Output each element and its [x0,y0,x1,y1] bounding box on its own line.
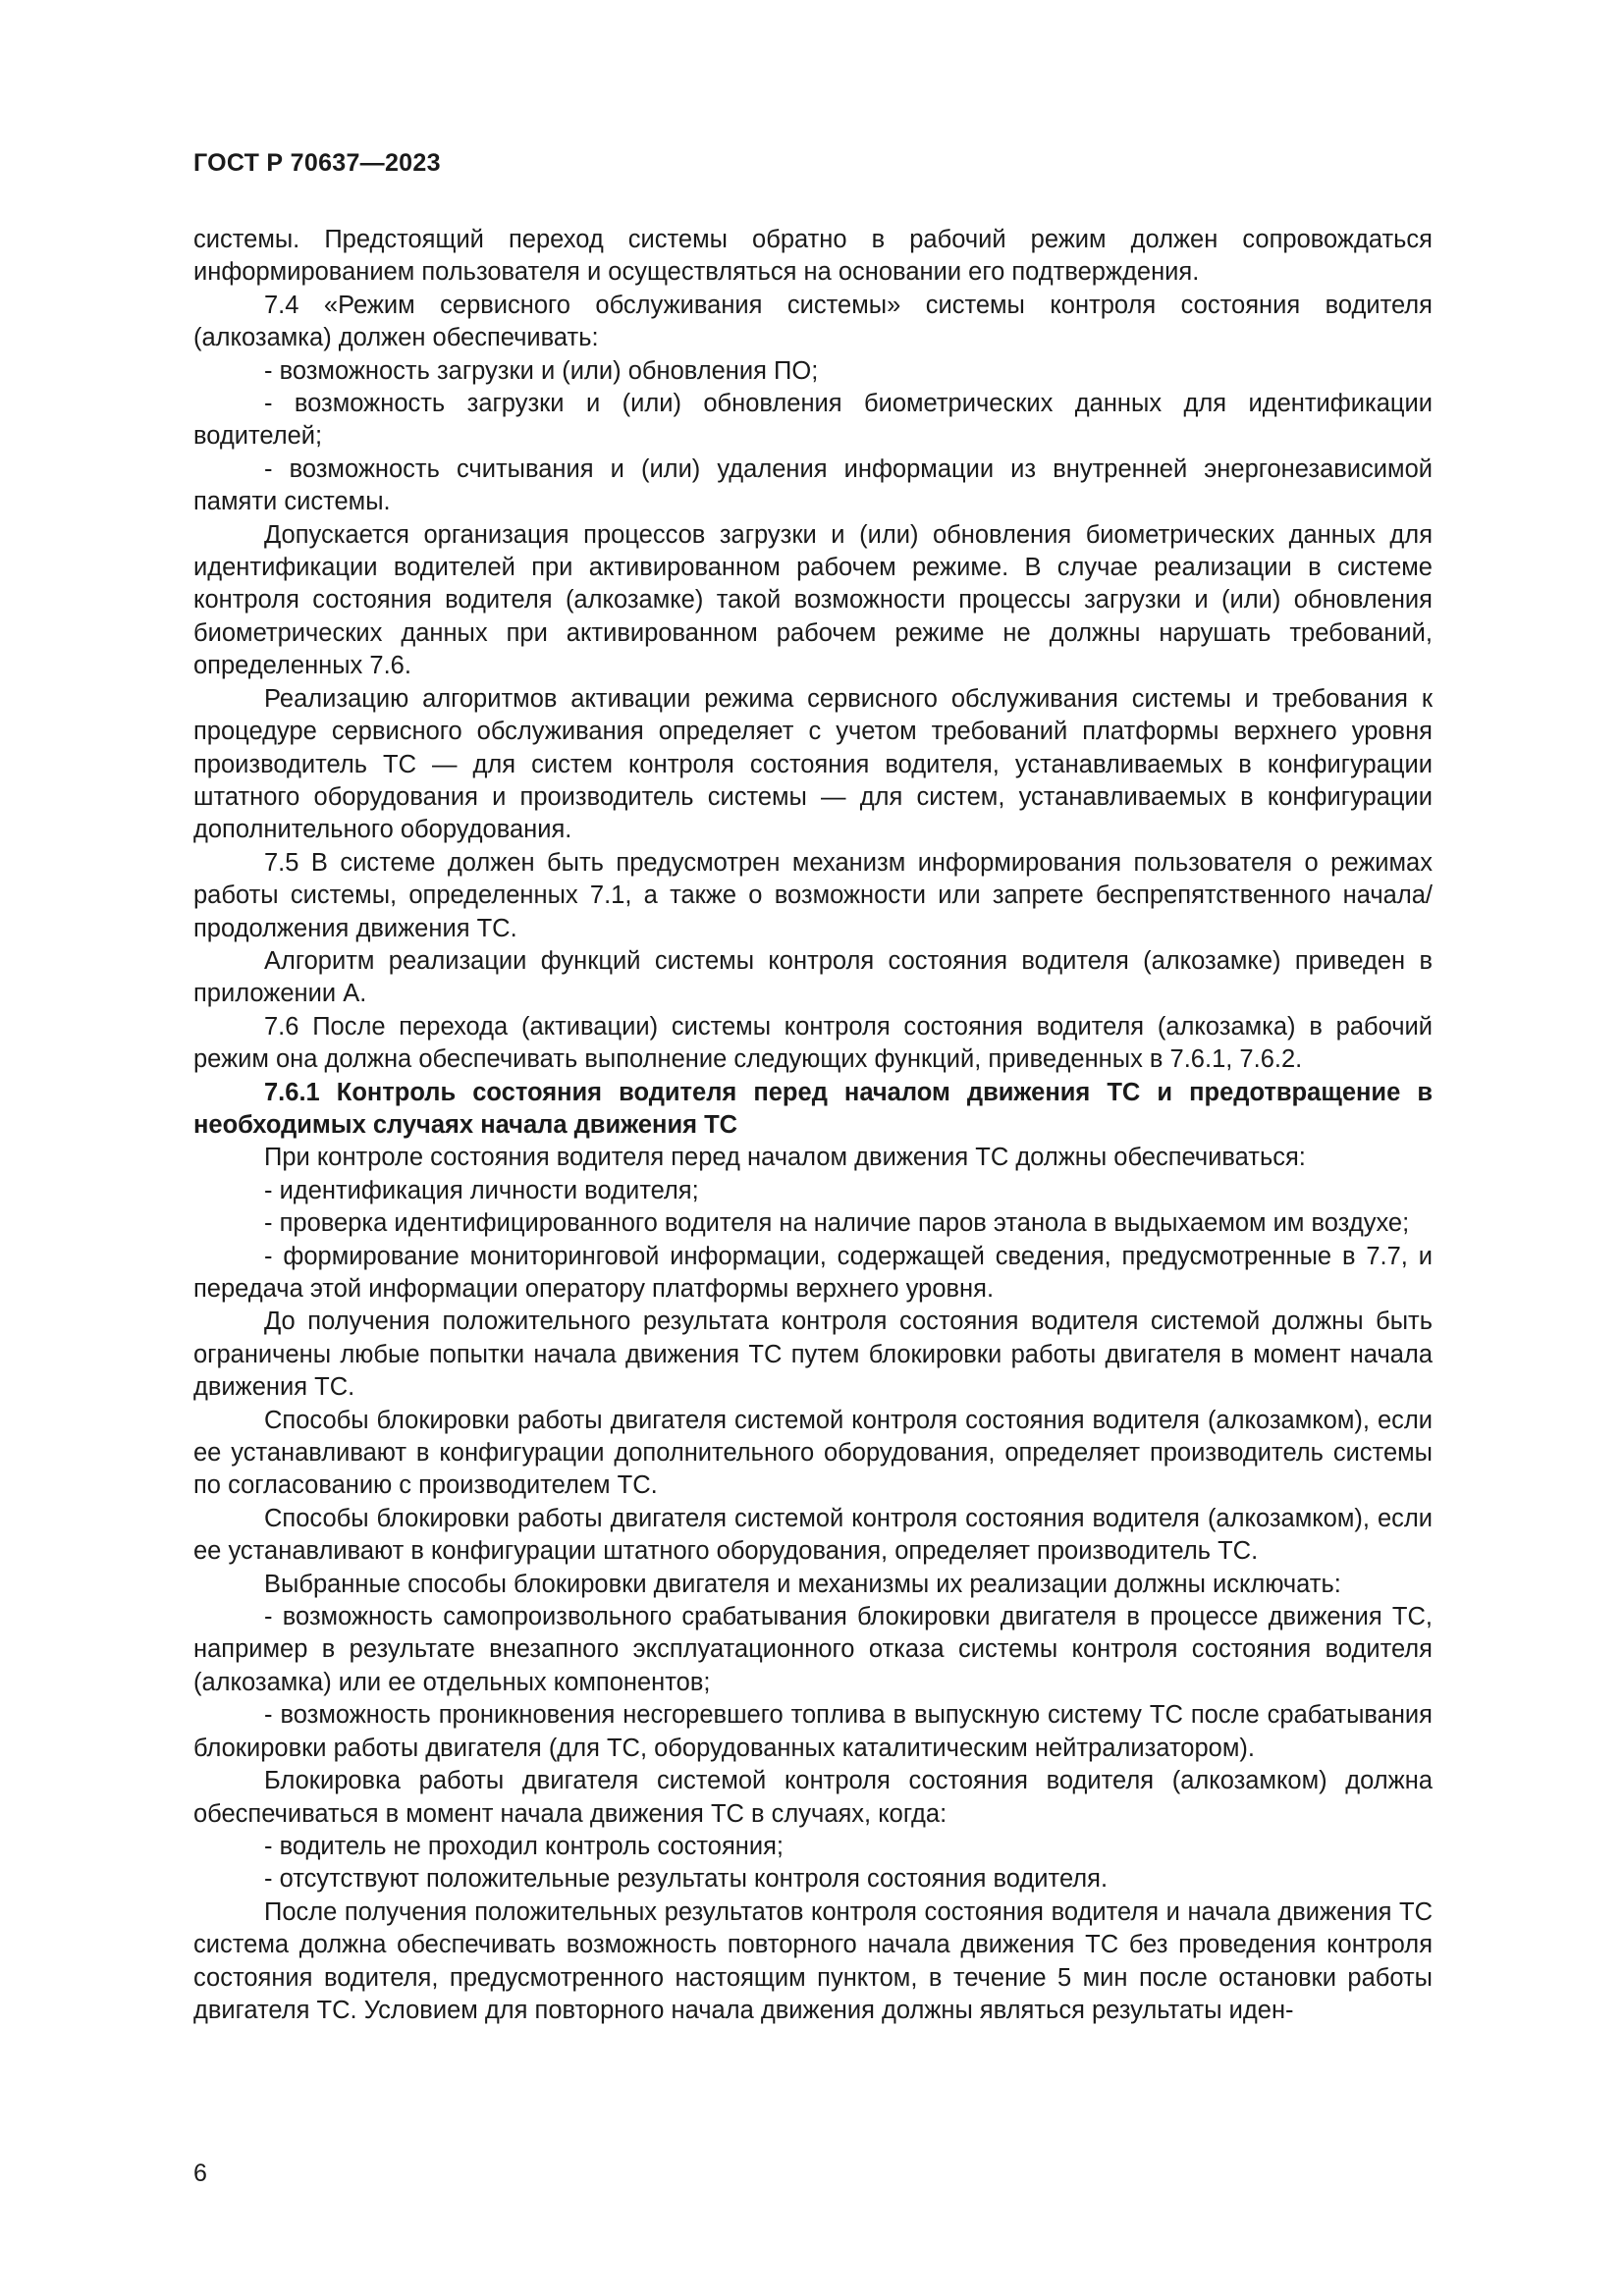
list-item: - возможность загрузки и (или) обновления биометрических данных для идентификации водителей; [193,390,1433,451]
paragraph: Допускается организация процессов загрузки и (или) обновления биометрических данных для идентификации водителей при активированном рабочем режиме. В случае реализации в системе контроля состояния водителя (алкозамке) такой возможности процессы загрузки и (или) обновления биометрических данных при активированном рабочем режиме не должны нарушать требований, определенных 7.6. [193,520,1433,680]
list-item: - формирование мониторинговой информации, содержащей сведения, предусмотренные в 7.7, и передача этой информации оператору платформы верхнего уровня. [193,1242,1433,1303]
paragraph: системы. Предстоящий переход системы обратно в рабочий режим должен сопровождаться информированием пользователя и осуществляться на основании его подтверждения. [193,226,1433,287]
paragraph: Блокировка работы двигателя системой контроля состояния водителя (алкозамком) должна обеспечиваться в момент начала движения ТС в случаях, когда: [193,1767,1433,1828]
paragraph: Выбранные способы блокировки двигателя и механизмы их реализации должны исключать: [264,1570,1341,1598]
list-item: - возможность считывания и (или) удаления информации из внутренней энергонезависимой памяти системы. [193,454,1433,516]
list-item: - отсутствуют положительные результаты контроля состояния водителя. [264,1865,1109,1894]
paragraph: Способы блокировки работы двигателя системой контроля состояния водителя (алкозамком), если ее устанавливают в конфигурации дополнительного оборудования, определяет производитель системы по согласованию с производителем ТС. [193,1406,1433,1500]
paragraph: Реализацию алгоритмов активации режима сервисного обслуживания системы и требования к процедуре сервисного обслуживания определяет с учетом требований платформы верхнего уровня производитель ТС — для систем контроля состояния водителя, устанавливаемых в конфигурации штатного оборудования и производитель системы — для систем, устанавливаемых в конфигурации дополнительного оборудования. [193,684,1433,844]
paragraph: Алгоритм реализации функций системы контроля состояния водителя (алкозамке) приведен в приложении А. [193,946,1433,1008]
page-number: 6 [193,2160,207,2187]
list-item: - идентификация личности водителя; [264,1176,699,1204]
clause-7-6: 7.6 После перехода (активации) системы контроля состояния водителя (алкозамка) в рабочий режим она должна обеспечивать выполнение следующих функций, приведенных в 7.6.1, 7.6.2. [193,1012,1433,1074]
list-item: - водитель не проходил контроль состояния; [264,1832,784,1860]
list-item: - возможность самопроизвольного срабатывания блокировки двигателя в процессе движения ТС, например в результате внезапного эксплуатационного отказа системы контроля состояния водителя (алкозамка) или ее отдельных компонентов; [193,1603,1433,1696]
clause-7-5: 7.5 В системе должен быть предусмотрен механизм информирования пользователя о режимах работы системы, определенных 7.1, а также о возможности или запрете беспрепятственного начала/продолжения движения ТС. [193,848,1433,942]
document-body [193,224,1433,2027]
clause-7-6-1-heading: 7.6.1 Контроль состояния водителя перед началом движения ТС и предотвращение в необходимых случаях начала движения ТС [193,1078,1433,1139]
list-item: - возможность загрузки и (или) обновления ПО; [264,356,819,385]
paragraph: После получения положительных результатов контроля состояния водителя и начала движения ТС система должна обеспечивать возможность повторного начала движения ТС без проведения контроля состояния водителя, предусмотренного настоящим пунктом, в течение 5 мин после остановки работы двигателя ТС. Условием для повторного начала движения должны являться результаты иден- [193,1897,1433,2024]
paragraph: Способы блокировки работы двигателя системой контроля состояния водителя (алкозамком), если ее устанавливают в конфигурации штатного оборудования, определяет производитель ТС. [193,1504,1433,1566]
paragraph: При контроле состояния водителя перед началом движения ТС должны обеспечиваться: [264,1144,1306,1172]
paragraph: До получения положительного результата контроля состояния водителя системой должны быть ограничены любые попытки начала движения ТС путем блокировки работы двигателя в момент начала движения ТС. [193,1308,1433,1402]
document-header: ГОСТ Р 70637—2023 [193,149,441,177]
list-item: - проверка идентифицированного водителя на наличие паров этанола в выдыхаемом им воздухе; [264,1209,1410,1238]
list-item: - возможность проникновения несгоревшего топлива в выпускную систему ТС после срабатывания блокировки работы двигателя (для ТС, оборудованных каталитическим нейтрализатором). [193,1701,1433,1762]
clause-7-4: 7.4 «Режим сервисного обслуживания системы» системы контроля состояния водителя (алкозамка) должен обеспечивать: [193,291,1433,352]
